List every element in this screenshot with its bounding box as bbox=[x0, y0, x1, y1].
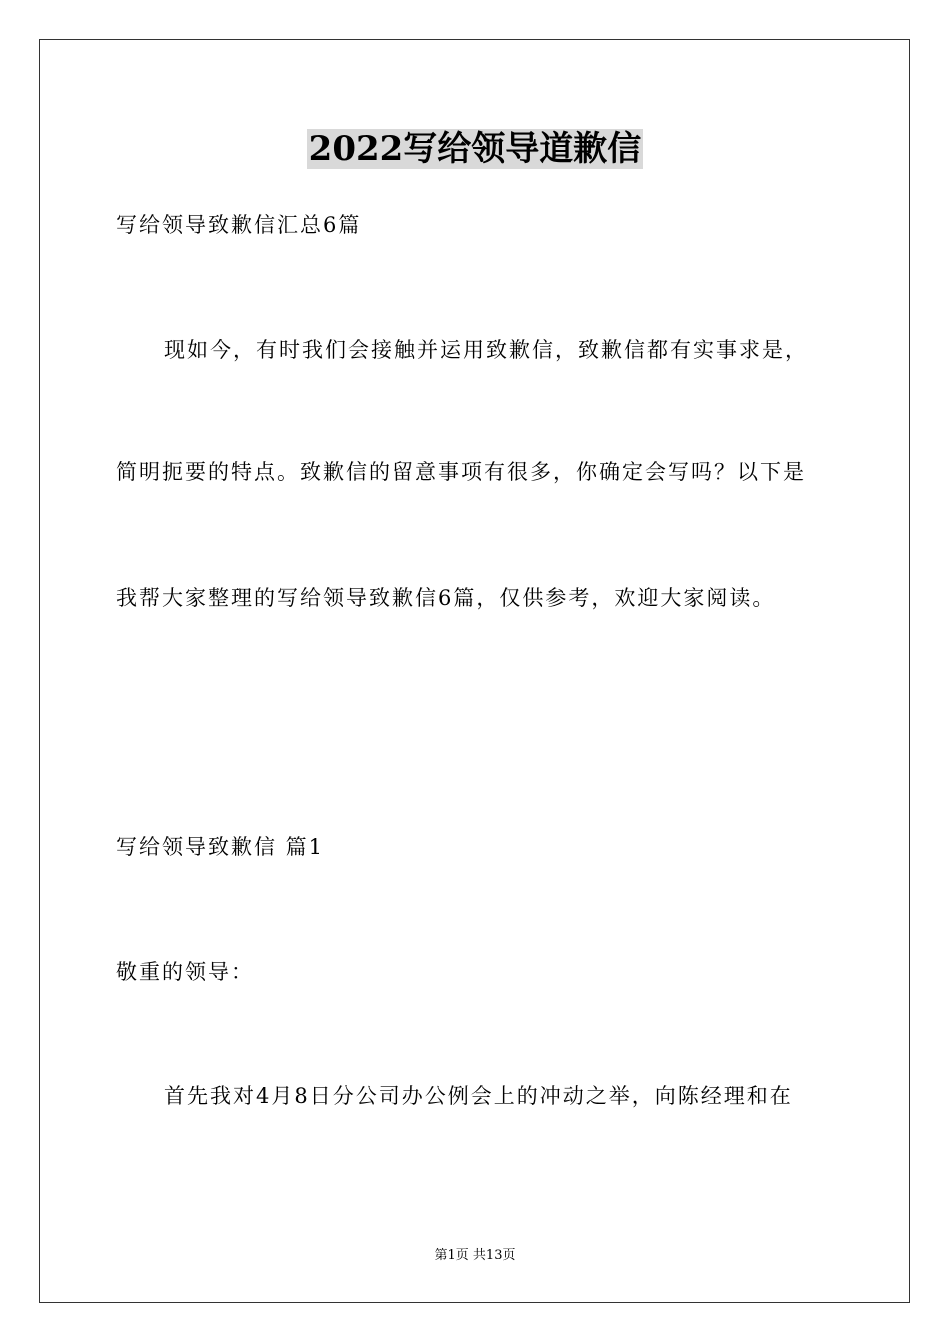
page-footer: 第1页 共13页 bbox=[434, 1248, 516, 1263]
intro-line-2: 简明扼要的特点。致歉信的留意事项有很多，你确定会写吗？以下是 bbox=[116, 460, 806, 484]
section-heading: 写给领导致歉信 篇1 bbox=[116, 835, 325, 859]
salutation: 敬重的领导： bbox=[116, 960, 254, 984]
document-subtitle: 写给领导致歉信汇总6篇 bbox=[116, 213, 362, 237]
title-text: 2022写给领导道歉信 bbox=[308, 129, 642, 169]
intro-line-1: 现如今，有时我们会接触并运用致歉信，致歉信都有实事求是， bbox=[164, 338, 808, 362]
document-title bbox=[0, 127, 950, 171]
intro-line-3: 我帮大家整理的写给领导致歉信6篇，仅供参考，欢迎大家阅读。 bbox=[116, 586, 776, 610]
body-line-1: 首先我对4月8日分公司办公例会上的冲动之举，向陈经理和在 bbox=[164, 1084, 793, 1108]
